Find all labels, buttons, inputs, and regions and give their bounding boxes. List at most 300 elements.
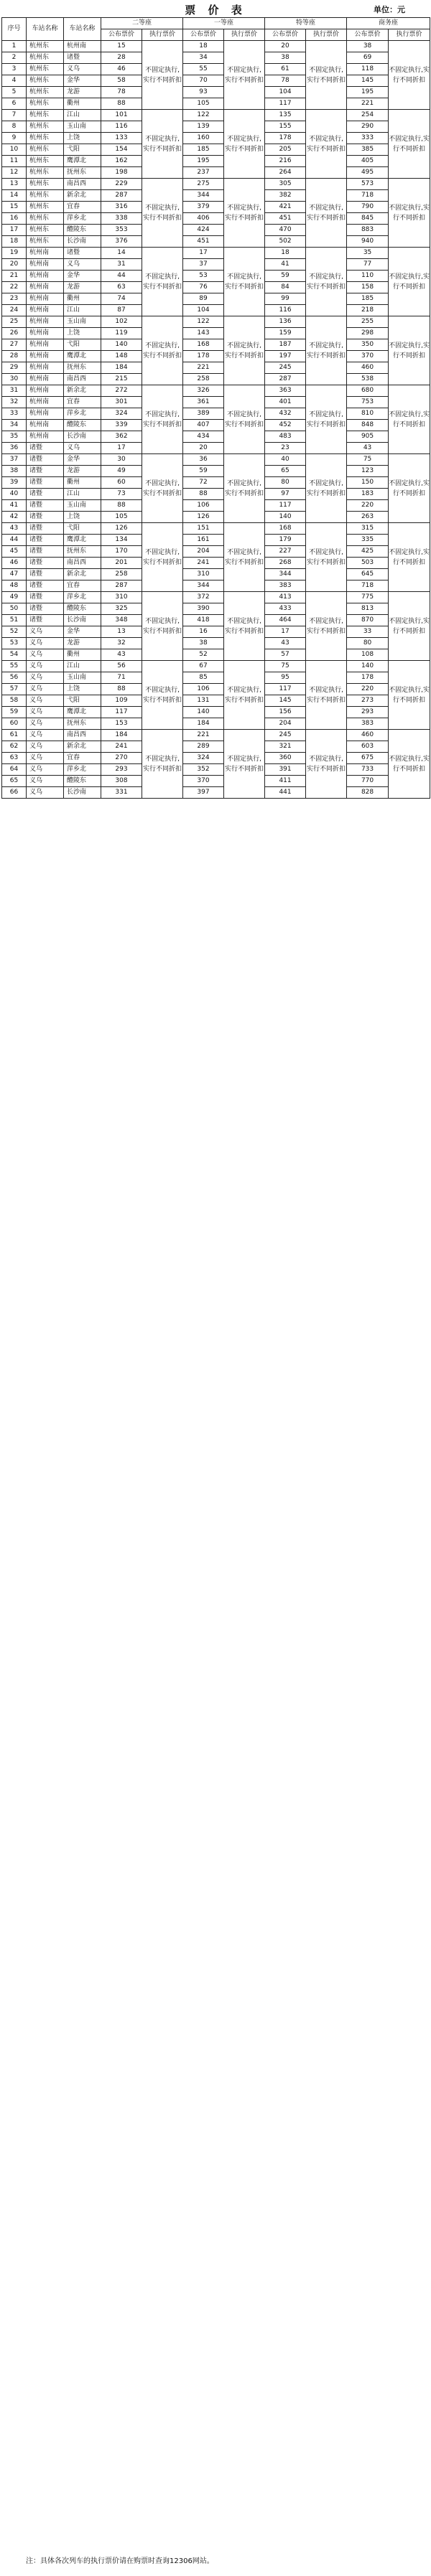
table-row (2, 580, 430, 592)
table-row (2, 730, 430, 741)
published-fare-premium: 382 (265, 190, 306, 202)
published-fare-business: 645 (347, 569, 389, 580)
published-fare-premium: 245 (265, 362, 306, 374)
from-station: 诸暨 (27, 615, 64, 626)
row-seq: 35 (2, 431, 27, 443)
published-fare-premium: 264 (265, 167, 306, 179)
published-fare-first: 143 (183, 328, 224, 339)
published-fare-first: 178 (183, 351, 224, 362)
from-station: 诸暨 (27, 592, 64, 603)
row-seq: 54 (2, 649, 27, 661)
header-published: 公布票价 (265, 29, 306, 41)
from-station: 杭州南 (27, 351, 64, 362)
published-fare-business: 254 (347, 110, 389, 121)
header-executed: 执行票价 (389, 29, 430, 41)
published-fare-premium: 145 (265, 695, 306, 707)
table-row (2, 431, 430, 443)
to-station: 江山 (64, 110, 101, 121)
published-fare-first: 237 (183, 167, 224, 179)
published-fare-premium: 38 (265, 52, 306, 64)
row-seq: 43 (2, 523, 27, 535)
to-station: 金华 (64, 75, 101, 87)
published-fare-first: 324 (183, 753, 224, 764)
to-station: 金华 (64, 271, 101, 282)
row-seq: 50 (2, 603, 27, 615)
published-fare-premium: 483 (265, 431, 306, 443)
published-fare-premium: 216 (265, 156, 306, 167)
published-fare-first: 55 (183, 64, 224, 75)
executed-fare-note: 不固定执行,实行不同折扣 (224, 179, 265, 248)
published-fare-first: 397 (183, 787, 224, 799)
published-fare-business: 185 (347, 293, 389, 305)
executed-fare-note: 不固定执行,实行不同折扣 (224, 523, 265, 592)
published-fare-second: 60 (101, 477, 142, 489)
published-fare-second: 184 (101, 730, 142, 741)
table-row (2, 133, 430, 144)
published-fare-business: 770 (347, 776, 389, 787)
executed-fare-note: 不固定执行,实行不同折扣 (142, 316, 183, 385)
published-fare-premium: 344 (265, 569, 306, 580)
row-seq: 21 (2, 271, 27, 282)
to-station: 上饶 (64, 684, 101, 695)
row-seq: 29 (2, 362, 27, 374)
row-seq: 16 (2, 213, 27, 225)
from-station: 诸暨 (27, 454, 64, 466)
published-fare-business: 495 (347, 167, 389, 179)
from-station: 义乌 (27, 753, 64, 764)
published-fare-premium: 57 (265, 649, 306, 661)
published-fare-premium: 179 (265, 535, 306, 546)
published-fare-premium: 432 (265, 408, 306, 420)
published-fare-first: 16 (183, 626, 224, 638)
to-station: 江山 (64, 489, 101, 500)
row-seq: 9 (2, 133, 27, 144)
published-fare-premium: 136 (265, 316, 306, 328)
from-station: 义乌 (27, 764, 64, 776)
published-fare-first: 34 (183, 52, 224, 64)
to-station: 衢州 (64, 293, 101, 305)
executed-fare-note: 不固定执行,实行不同折扣 (224, 41, 265, 110)
published-fare-second: 117 (101, 707, 142, 718)
published-fare-business: 718 (347, 580, 389, 592)
from-station: 义乌 (27, 730, 64, 741)
published-fare-business: 538 (347, 374, 389, 385)
published-fare-premium: 99 (265, 293, 306, 305)
unit-label: 单位：元 (374, 5, 405, 14)
published-fare-first: 53 (183, 271, 224, 282)
published-fare-second: 74 (101, 293, 142, 305)
published-fare-second: 325 (101, 603, 142, 615)
row-seq: 36 (2, 443, 27, 454)
from-station: 义乌 (27, 661, 64, 672)
executed-fare-note: 不固定执行,实行不同折扣 (389, 592, 430, 661)
executed-fare-note: 不固定执行,实行不同折扣 (142, 179, 183, 248)
from-station: 杭州南 (27, 397, 64, 408)
from-station: 杭州南 (27, 385, 64, 397)
published-fare-premium: 135 (265, 110, 306, 121)
table-row (2, 454, 430, 466)
table-row (2, 259, 430, 271)
published-fare-business: 183 (347, 489, 389, 500)
published-fare-business: 828 (347, 787, 389, 799)
published-fare-second: 170 (101, 546, 142, 558)
published-fare-business: 905 (347, 431, 389, 443)
from-station: 诸暨 (27, 535, 64, 546)
published-fare-premium: 159 (265, 328, 306, 339)
published-fare-premium: 140 (265, 512, 306, 523)
from-station: 杭州东 (27, 213, 64, 225)
row-seq: 40 (2, 489, 27, 500)
to-station: 诸暨 (64, 52, 101, 64)
published-fare-first: 372 (183, 592, 224, 603)
published-fare-business: 810 (347, 408, 389, 420)
published-fare-first: 451 (183, 236, 224, 248)
published-fare-first: 258 (183, 374, 224, 385)
executed-fare-note: 不固定执行,实行不同折扣 (142, 385, 183, 454)
table-row (2, 741, 430, 753)
table-row (2, 339, 430, 351)
table-row (2, 661, 430, 672)
executed-fare-note: 不固定执行,实行不同折扣 (389, 661, 430, 730)
table-row (2, 328, 430, 339)
published-fare-second: 119 (101, 328, 142, 339)
table-row (2, 248, 430, 259)
to-station: 弋阳 (64, 144, 101, 156)
published-fare-first: 390 (183, 603, 224, 615)
published-fare-business: 290 (347, 121, 389, 133)
header-class-first: 一等座 (183, 18, 265, 29)
published-fare-second: 270 (101, 753, 142, 764)
published-fare-first: 204 (183, 546, 224, 558)
executed-fare-note: 不固定执行,实行不同折扣 (306, 316, 347, 385)
published-fare-first: 105 (183, 98, 224, 110)
executed-fare-note: 不固定执行,实行不同折扣 (224, 454, 265, 523)
published-fare-business: 273 (347, 695, 389, 707)
table-row (2, 672, 430, 684)
published-fare-second: 13 (101, 626, 142, 638)
published-fare-first: 241 (183, 558, 224, 569)
to-station: 醴陵东 (64, 420, 101, 431)
published-fare-second: 229 (101, 179, 142, 190)
published-fare-first: 20 (183, 443, 224, 454)
published-fare-second: 116 (101, 121, 142, 133)
to-station: 江山 (64, 305, 101, 316)
published-fare-premium: 18 (265, 248, 306, 259)
published-fare-premium: 155 (265, 121, 306, 133)
executed-fare-note: 不固定执行,实行不同折扣 (142, 592, 183, 661)
published-fare-business: 38 (347, 41, 389, 52)
to-station: 抚州东 (64, 362, 101, 374)
published-fare-first: 184 (183, 718, 224, 730)
table-row (2, 179, 430, 190)
published-fare-business: 385 (347, 144, 389, 156)
from-station: 杭州南 (27, 362, 64, 374)
from-station: 杭州南 (27, 316, 64, 328)
from-station: 杭州东 (27, 121, 64, 133)
published-fare-first: 361 (183, 397, 224, 408)
to-station: 抚州东 (64, 546, 101, 558)
published-fare-second: 324 (101, 408, 142, 420)
table-row (2, 121, 430, 133)
published-fare-business: 333 (347, 133, 389, 144)
row-seq: 23 (2, 293, 27, 305)
header-executed: 执行票价 (224, 29, 265, 41)
row-seq: 22 (2, 282, 27, 293)
published-fare-premium: 117 (265, 98, 306, 110)
published-fare-second: 215 (101, 374, 142, 385)
from-station: 杭州东 (27, 156, 64, 167)
to-station: 长沙南 (64, 431, 101, 443)
table-row (2, 282, 430, 293)
published-fare-premium: 187 (265, 339, 306, 351)
to-station: 长沙南 (64, 236, 101, 248)
row-seq: 12 (2, 167, 27, 179)
published-fare-first: 418 (183, 615, 224, 626)
published-fare-second: 287 (101, 190, 142, 202)
row-seq: 60 (2, 718, 27, 730)
footer-note: 注：具体各次列车的执行票价请在购票时查询12306网站。 (26, 2557, 214, 2565)
table-row (2, 374, 430, 385)
to-station: 萍乡北 (64, 408, 101, 420)
row-seq: 44 (2, 535, 27, 546)
from-station: 杭州东 (27, 144, 64, 156)
published-fare-business: 503 (347, 558, 389, 569)
table-row (2, 397, 430, 408)
published-fare-second: 348 (101, 615, 142, 626)
published-fare-business: 69 (347, 52, 389, 64)
published-fare-premium: 321 (265, 741, 306, 753)
from-station: 杭州东 (27, 41, 64, 52)
published-fare-business: 675 (347, 753, 389, 764)
published-fare-business: 460 (347, 362, 389, 374)
to-station: 萍乡北 (64, 592, 101, 603)
published-fare-premium: 61 (265, 64, 306, 75)
from-station: 诸暨 (27, 466, 64, 477)
executed-fare-note: 不固定执行,实行不同折扣 (224, 592, 265, 661)
row-seq: 48 (2, 580, 27, 592)
published-fare-first: 352 (183, 764, 224, 776)
table-row (2, 477, 430, 489)
to-station: 宜春 (64, 580, 101, 592)
published-fare-business: 145 (347, 75, 389, 87)
row-seq: 24 (2, 305, 27, 316)
from-station: 杭州东 (27, 133, 64, 144)
to-station: 醴陵东 (64, 776, 101, 787)
executed-fare-note: 不固定执行,实行不同折扣 (306, 661, 347, 730)
published-fare-first: 106 (183, 684, 224, 695)
table-row (2, 110, 430, 121)
published-fare-business: 775 (347, 592, 389, 603)
executed-fare-note: 不固定执行,实行不同折扣 (224, 730, 265, 799)
from-station: 诸暨 (27, 603, 64, 615)
from-station: 杭州东 (27, 75, 64, 87)
from-station: 杭州东 (27, 110, 64, 121)
published-fare-first: 151 (183, 523, 224, 535)
table-row (2, 41, 430, 52)
published-fare-premium: 117 (265, 500, 306, 512)
published-fare-first: 434 (183, 431, 224, 443)
from-station: 杭州东 (27, 190, 64, 202)
published-fare-second: 154 (101, 144, 142, 156)
published-fare-second: 162 (101, 156, 142, 167)
published-fare-premium: 227 (265, 546, 306, 558)
row-seq: 41 (2, 500, 27, 512)
header-published: 公布票价 (101, 29, 142, 41)
table-row (2, 649, 430, 661)
to-station: 宜春 (64, 202, 101, 213)
published-fare-second: 46 (101, 64, 142, 75)
published-fare-premium: 305 (265, 179, 306, 190)
from-station: 杭州东 (27, 179, 64, 190)
row-seq: 57 (2, 684, 27, 695)
published-fare-first: 70 (183, 75, 224, 87)
from-station: 义乌 (27, 707, 64, 718)
table-row (2, 466, 430, 477)
executed-fare-note: 不固定执行,实行不同折扣 (306, 523, 347, 592)
published-fare-business: 870 (347, 615, 389, 626)
table-row (2, 190, 430, 202)
published-fare-business: 75 (347, 454, 389, 466)
executed-fare-note: 不固定执行,实行不同折扣 (389, 248, 430, 316)
row-seq: 3 (2, 64, 27, 75)
published-fare-first: 122 (183, 110, 224, 121)
from-station: 诸暨 (27, 569, 64, 580)
to-station: 萍乡北 (64, 213, 101, 225)
from-station: 杭州南 (27, 420, 64, 431)
executed-fare-note: 不固定执行,实行不同折扣 (306, 454, 347, 523)
table-row (2, 213, 430, 225)
published-fare-second: 14 (101, 248, 142, 259)
row-seq: 64 (2, 764, 27, 776)
row-seq: 30 (2, 374, 27, 385)
row-seq: 26 (2, 328, 27, 339)
published-fare-second: 201 (101, 558, 142, 569)
published-fare-first: 37 (183, 259, 224, 271)
published-fare-first: 310 (183, 569, 224, 580)
published-fare-first: 67 (183, 661, 224, 672)
table-row (2, 156, 430, 167)
published-fare-business: 460 (347, 730, 389, 741)
from-station: 义乌 (27, 684, 64, 695)
published-fare-first: 221 (183, 362, 224, 374)
published-fare-business: 940 (347, 236, 389, 248)
row-seq: 31 (2, 385, 27, 397)
published-fare-first: 126 (183, 512, 224, 523)
published-fare-business: 680 (347, 385, 389, 397)
executed-fare-note: 不固定执行,实行不同折扣 (306, 110, 347, 179)
executed-fare-note: 不固定执行,实行不同折扣 (142, 454, 183, 523)
published-fare-premium: 168 (265, 523, 306, 535)
published-fare-business: 350 (347, 339, 389, 351)
row-seq: 14 (2, 190, 27, 202)
published-fare-first: 289 (183, 741, 224, 753)
published-fare-premium: 197 (265, 351, 306, 362)
to-station: 金华 (64, 626, 101, 638)
published-fare-second: 56 (101, 661, 142, 672)
to-station: 南昌西 (64, 730, 101, 741)
to-station: 新余北 (64, 569, 101, 580)
published-fare-business: 733 (347, 764, 389, 776)
executed-fare-note: 不固定执行,实行不同折扣 (142, 730, 183, 799)
row-seq: 15 (2, 202, 27, 213)
row-seq: 34 (2, 420, 27, 431)
table-row (2, 707, 430, 718)
from-station: 义乌 (27, 626, 64, 638)
executed-fare-note: 不固定执行,实行不同折扣 (306, 592, 347, 661)
executed-fare-note: 不固定执行,实行不同折扣 (389, 454, 430, 523)
published-fare-second: 49 (101, 466, 142, 477)
published-fare-first: 139 (183, 121, 224, 133)
from-station: 杭州南 (27, 408, 64, 420)
executed-fare-note: 不固定执行,实行不同折扣 (306, 730, 347, 799)
row-seq: 25 (2, 316, 27, 328)
from-station: 诸暨 (27, 580, 64, 592)
table-row (2, 603, 430, 615)
from-station: 杭州东 (27, 64, 64, 75)
published-fare-business: 140 (347, 661, 389, 672)
row-seq: 37 (2, 454, 27, 466)
published-fare-premium: 452 (265, 420, 306, 431)
from-station: 诸暨 (27, 500, 64, 512)
published-fare-premium: 205 (265, 144, 306, 156)
table-row (2, 626, 430, 638)
header-from-station: 车站名称 (27, 18, 64, 41)
from-station: 杭州南 (27, 339, 64, 351)
table-row (2, 271, 430, 282)
executed-fare-note: 不固定执行,实行不同折扣 (142, 41, 183, 110)
table-row (2, 75, 430, 87)
published-fare-second: 148 (101, 351, 142, 362)
published-fare-premium: 421 (265, 202, 306, 213)
row-seq: 18 (2, 236, 27, 248)
published-fare-second: 198 (101, 167, 142, 179)
published-fare-second: 73 (101, 489, 142, 500)
to-station: 鹰潭北 (64, 707, 101, 718)
published-fare-second: 30 (101, 454, 142, 466)
table-row (2, 420, 430, 431)
header-executed: 执行票价 (142, 29, 183, 41)
table-row (2, 236, 430, 248)
published-fare-second: 102 (101, 316, 142, 328)
row-seq: 56 (2, 672, 27, 684)
from-station: 义乌 (27, 776, 64, 787)
published-fare-premium: 117 (265, 684, 306, 695)
table-row (2, 293, 430, 305)
published-fare-first: 185 (183, 144, 224, 156)
row-seq: 27 (2, 339, 27, 351)
published-fare-business: 108 (347, 649, 389, 661)
row-seq: 55 (2, 661, 27, 672)
published-fare-first: 424 (183, 225, 224, 236)
to-station: 长沙南 (64, 615, 101, 626)
published-fare-first: 76 (183, 282, 224, 293)
published-fare-business: 158 (347, 282, 389, 293)
table-row (2, 98, 430, 110)
published-fare-premium: 433 (265, 603, 306, 615)
published-fare-first: 140 (183, 707, 224, 718)
to-station: 南昌西 (64, 558, 101, 569)
published-fare-second: 101 (101, 110, 142, 121)
table-row (2, 592, 430, 603)
row-seq: 58 (2, 695, 27, 707)
published-fare-business: 263 (347, 512, 389, 523)
table-row (2, 144, 430, 156)
published-fare-premium: 204 (265, 718, 306, 730)
published-fare-business: 178 (347, 672, 389, 684)
published-fare-second: 362 (101, 431, 142, 443)
table-row (2, 787, 430, 799)
published-fare-premium: 178 (265, 133, 306, 144)
